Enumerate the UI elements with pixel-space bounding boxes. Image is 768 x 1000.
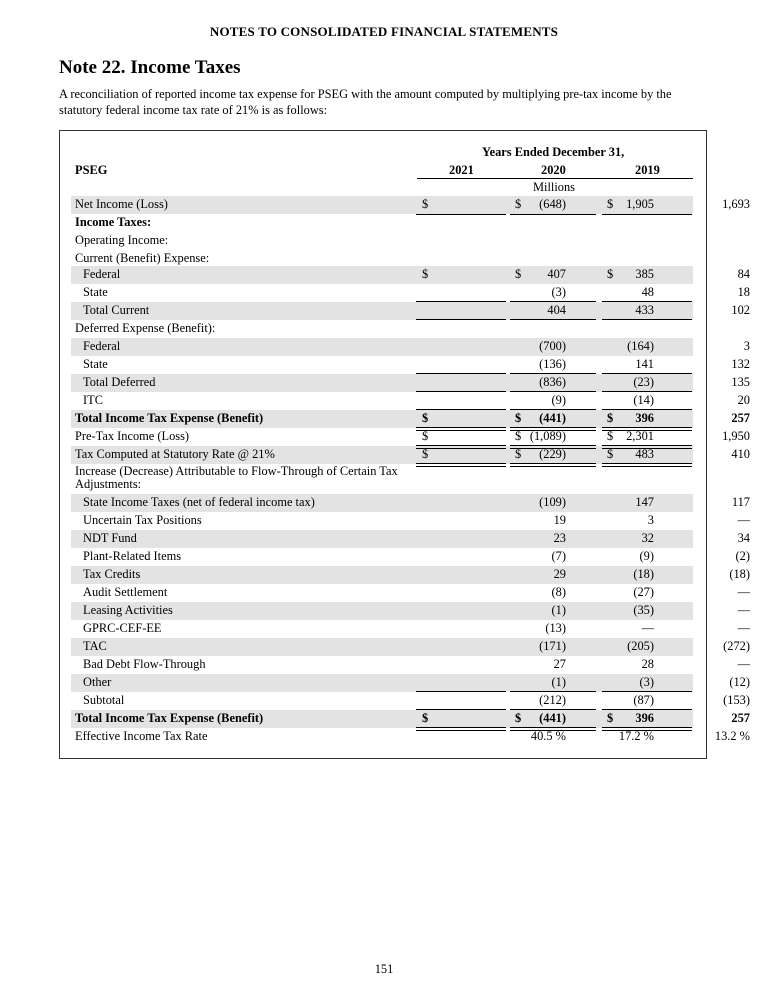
- cell-2019: (18): [729, 567, 750, 581]
- cell-2019: 257: [731, 411, 750, 425]
- cell-2019: (272): [723, 639, 750, 653]
- dollar-sign: $: [422, 447, 429, 461]
- cell-2020: 433: [635, 303, 654, 317]
- row-label: Current (Benefit) Expense:: [75, 251, 210, 265]
- cell-2020: 2,301: [626, 429, 654, 443]
- dollar-sign: $: [515, 711, 522, 725]
- single-rule: [416, 373, 506, 374]
- single-rule: [510, 214, 596, 215]
- row-label: State: [83, 285, 108, 299]
- single-rule: [416, 301, 506, 302]
- cell-2019: 3: [743, 339, 750, 353]
- cell-2019: 117: [731, 495, 750, 509]
- single-rule: [602, 709, 692, 710]
- single-rule: [602, 319, 692, 320]
- cell-2021: (1): [551, 603, 566, 617]
- year-underline: [417, 178, 523, 179]
- double-rule: [416, 727, 506, 731]
- table-row: [71, 692, 750, 710]
- single-rule: [602, 373, 692, 374]
- row-label: Effective Income Tax Rate: [75, 729, 208, 743]
- row-label: Total Income Tax Expense (Benefit): [75, 411, 264, 425]
- cell-2020: 141: [635, 357, 654, 371]
- double-rule: [510, 445, 596, 449]
- dollar-sign: $: [422, 429, 429, 443]
- cell-2019: 34: [737, 531, 750, 545]
- row-label: Pre-Tax Income (Loss): [75, 429, 190, 443]
- dollar-sign: $: [422, 411, 429, 425]
- table-row: [71, 584, 750, 602]
- single-rule: [510, 409, 596, 410]
- dollar-sign: $: [515, 267, 522, 281]
- year-header-2020: 2020: [541, 163, 566, 177]
- cell-2021: (1,089): [529, 429, 566, 443]
- cell-2019: 257: [731, 711, 750, 725]
- cell-2020: 32: [641, 531, 654, 545]
- row-label: Total Current: [83, 303, 150, 317]
- double-rule: [602, 463, 692, 467]
- single-rule: [510, 301, 596, 302]
- cell-2021: 404: [547, 303, 566, 317]
- table-row: [71, 196, 750, 214]
- dollar-sign: $: [607, 197, 614, 211]
- cell-2021: (171): [539, 639, 566, 653]
- cell-2020: 483: [635, 447, 654, 461]
- cell-2020: 147: [635, 495, 654, 509]
- double-rule: [602, 427, 692, 431]
- cell-2020: 48: [641, 285, 654, 299]
- single-rule: [602, 214, 692, 215]
- single-rule: [510, 391, 596, 392]
- double-rule: [602, 727, 692, 731]
- cell-2020: (14): [633, 393, 654, 407]
- single-rule: [416, 214, 506, 215]
- row-label: TAC: [83, 639, 107, 653]
- single-rule: [602, 409, 692, 410]
- cell-2019: 1,693: [722, 197, 750, 211]
- single-rule: [416, 391, 506, 392]
- cell-2019: 18: [737, 285, 750, 299]
- row-label: Audit Settlement: [83, 585, 168, 599]
- year-underline: [602, 178, 693, 179]
- single-rule: [602, 691, 692, 692]
- cell-2020: (35): [633, 603, 654, 617]
- row-label: State Income Taxes (net of federal income tax): [83, 495, 315, 509]
- row-label: Federal: [83, 267, 121, 281]
- entity-header: PSEG: [75, 163, 108, 177]
- table-row: [71, 320, 693, 338]
- cell-2021: (3): [551, 285, 566, 299]
- row-label: Subtotal: [83, 693, 125, 707]
- cell-2019: 84: [737, 267, 750, 281]
- cell-2020: (3): [639, 675, 654, 689]
- single-rule: [416, 409, 506, 410]
- dollar-sign: $: [515, 411, 522, 425]
- row-label: ITC: [83, 393, 103, 407]
- row-label: GPRC-CEF-EE: [83, 621, 162, 635]
- dollar-sign: $: [515, 197, 522, 211]
- cell-2021: 27: [553, 657, 566, 671]
- cell-2021: (9): [551, 393, 566, 407]
- table-row: [71, 494, 750, 512]
- single-rule: [416, 319, 506, 320]
- cell-2019: (2): [735, 549, 750, 563]
- intro-paragraph: A reconciliation of reported income tax expense for PSEG with the amount computed by multiplying pre-tax income by the statutory federal income tax rate of 21% is as follows:: [59, 87, 672, 117]
- cell-2019: (12): [729, 675, 750, 689]
- cell-2020: (9): [639, 549, 654, 563]
- cell-2021: 407: [547, 267, 566, 281]
- row-label: Net Income (Loss): [75, 197, 168, 211]
- dollar-sign: $: [607, 447, 614, 461]
- double-rule: [510, 463, 596, 467]
- dollar-sign: $: [607, 411, 614, 425]
- cell-2020: 17.2 %: [618, 729, 654, 743]
- cell-2019: 20: [737, 393, 750, 407]
- dollar-sign: $: [607, 429, 614, 443]
- cell-2020: 3: [647, 513, 654, 527]
- dollar-sign: $: [515, 429, 522, 443]
- cell-2021: (648): [539, 197, 566, 211]
- row-label: Income Taxes:: [75, 215, 152, 229]
- cell-2019: —: [737, 621, 750, 635]
- single-rule: [510, 709, 596, 710]
- cell-2021: (229): [539, 447, 566, 461]
- row-label: Tax Computed at Statutory Rate @ 21%: [75, 447, 275, 461]
- table-row: [71, 638, 750, 656]
- row-label: Other: [83, 675, 112, 689]
- table-row: [71, 356, 750, 374]
- row-label: Increase (Decrease) Attributable to Flow-Through of Certain Tax Adjustments:: [75, 464, 398, 491]
- cell-2020: (18): [633, 567, 654, 581]
- table-row: [71, 410, 750, 428]
- cell-2019: (153): [723, 693, 750, 707]
- table-row: [71, 620, 750, 638]
- cell-2021: 23: [553, 531, 566, 545]
- dollar-sign: $: [607, 711, 614, 725]
- table-row: [71, 214, 693, 232]
- page-header: NOTES TO CONSOLIDATED FINANCIAL STATEMENTS: [209, 24, 559, 39]
- cell-2019: 1,950: [722, 429, 750, 443]
- cell-2021: 19: [553, 513, 566, 527]
- row-label: Plant-Related Items: [83, 549, 182, 563]
- single-rule: [416, 709, 506, 710]
- cell-2021: (836): [539, 375, 566, 389]
- table-row: [71, 428, 750, 446]
- cell-2019: 102: [731, 303, 750, 317]
- cell-2019: 135: [731, 375, 750, 389]
- table-row: [71, 232, 693, 250]
- cell-2020: 1,905: [626, 197, 654, 211]
- cell-2019: —: [737, 657, 750, 671]
- cell-2021: (1): [551, 675, 566, 689]
- period-header: Years Ended December 31,: [482, 145, 625, 159]
- cell-2019: —: [737, 513, 750, 527]
- table-row: [71, 446, 750, 464]
- double-rule: [602, 445, 692, 449]
- row-label: Federal: [83, 339, 121, 353]
- table-row: [71, 464, 693, 494]
- double-rule: [510, 727, 596, 731]
- row-label: Total Income Tax Expense (Benefit): [75, 711, 264, 725]
- row-label: State: [83, 357, 108, 371]
- row-label: NDT Fund: [83, 531, 137, 545]
- cell-2020: 396: [635, 711, 654, 725]
- table-row: [71, 566, 750, 584]
- table-row: [71, 338, 750, 356]
- table-row: [71, 710, 750, 728]
- cell-2020: (87): [633, 693, 654, 707]
- cell-2020: (23): [633, 375, 654, 389]
- year-underline: [510, 178, 612, 179]
- double-rule: [416, 463, 506, 467]
- row-label: Total Deferred: [83, 375, 156, 389]
- table-row: [71, 512, 750, 530]
- cell-2021: (700): [539, 339, 566, 353]
- row-label: Tax Credits: [83, 567, 141, 581]
- row-label: Deferred Expense (Benefit):: [75, 321, 216, 335]
- single-rule: [510, 373, 596, 374]
- table-row: [71, 548, 750, 566]
- single-rule: [416, 691, 506, 692]
- single-rule: [602, 301, 692, 302]
- row-label: Operating Income:: [75, 233, 169, 247]
- table-row: [71, 530, 750, 548]
- dollar-sign: $: [422, 267, 429, 281]
- double-rule: [416, 445, 506, 449]
- table-row: [71, 302, 750, 320]
- table-row: [71, 392, 750, 410]
- cell-2021: 29: [553, 567, 566, 581]
- table-row: [71, 266, 750, 284]
- cell-2020: 28: [641, 657, 654, 671]
- double-rule: [416, 427, 506, 431]
- cell-2021: (441): [539, 711, 566, 725]
- cell-2021: (8): [551, 585, 566, 599]
- cell-2020: (205): [627, 639, 654, 653]
- cell-2020: (27): [633, 585, 654, 599]
- dollar-sign: $: [607, 267, 614, 281]
- units-label: Millions: [533, 180, 575, 194]
- page-number: 151: [374, 962, 394, 976]
- cell-2021: 40.5 %: [530, 729, 566, 743]
- table-row: [71, 602, 750, 620]
- single-rule: [602, 391, 692, 392]
- cell-2019: 132: [731, 357, 750, 371]
- cell-2021: (136): [539, 357, 566, 371]
- cell-2020: (164): [627, 339, 654, 353]
- table-row: [71, 374, 750, 392]
- single-rule: [510, 319, 596, 320]
- note-title: Note 22. Income Taxes: [59, 57, 241, 78]
- table-row: [71, 728, 750, 746]
- cell-2021: (109): [539, 495, 566, 509]
- cell-2021: (7): [551, 549, 566, 563]
- row-label: Uncertain Tax Positions: [83, 513, 202, 527]
- cell-2019: —: [737, 603, 750, 617]
- double-rule: [510, 427, 596, 431]
- row-label: Leasing Activities: [83, 603, 173, 617]
- table-row: [71, 674, 750, 692]
- cell-2020: —: [641, 621, 654, 635]
- row-label: Bad Debt Flow-Through: [83, 657, 206, 671]
- single-rule: [510, 691, 596, 692]
- cell-2020: 396: [635, 411, 654, 425]
- year-header-2021: 2021: [449, 163, 474, 177]
- dollar-sign: $: [422, 197, 429, 211]
- dollar-sign: $: [422, 711, 429, 725]
- cell-2019: 13.2 %: [714, 729, 750, 743]
- year-header-2019: 2019: [635, 163, 660, 177]
- table-row: [71, 656, 750, 674]
- cell-2021: (212): [539, 693, 566, 707]
- table-row: [71, 284, 750, 302]
- cell-2019: —: [737, 585, 750, 599]
- cell-2021: (13): [545, 621, 566, 635]
- dollar-sign: $: [515, 447, 522, 461]
- cell-2021: (441): [539, 411, 566, 425]
- cell-2020: 385: [635, 267, 654, 281]
- cell-2019: 410: [731, 447, 750, 461]
